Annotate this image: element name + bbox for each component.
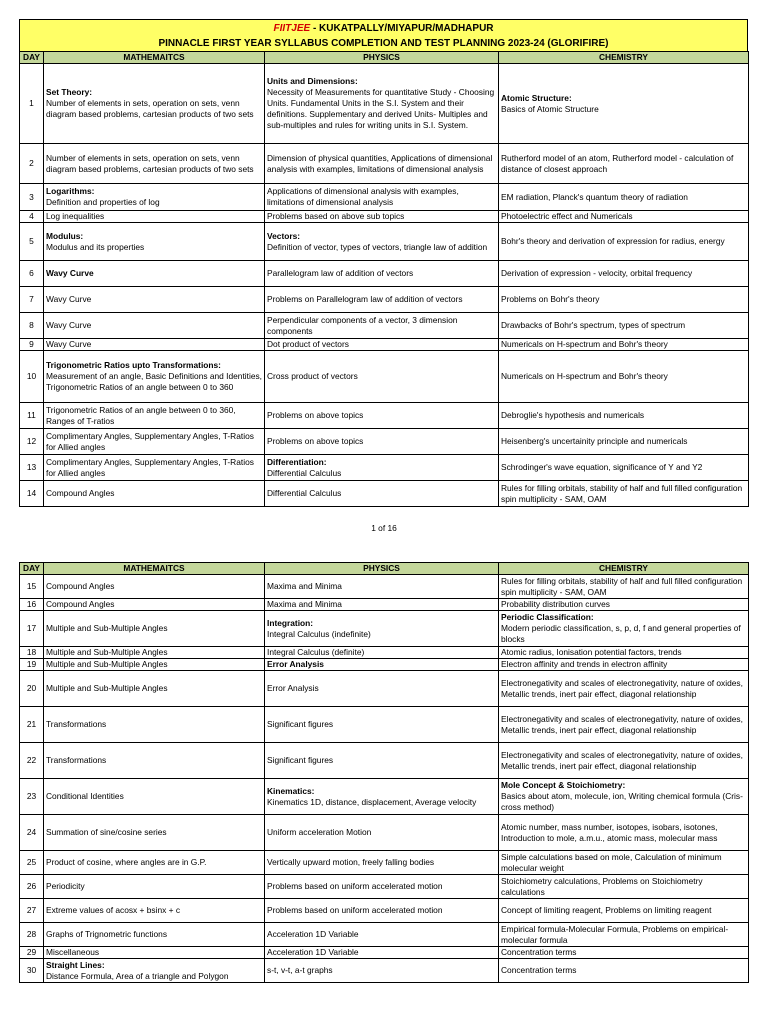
mathematics-cell [44, 743, 265, 779]
day-cell: 10 [20, 351, 44, 403]
topic-text: Simple calculations based on mole, Calculation of minimum molecular weight [501, 851, 722, 873]
topic-text: Integral Calculus (definite) [267, 647, 365, 657]
day-cell: 5 [20, 223, 44, 261]
topic-text: Debroglie's hypothesis and numericals [501, 410, 645, 420]
topic-heading: Integration: [267, 617, 314, 628]
day-cell: 26 [20, 875, 44, 899]
topic-text: Miscellaneous [46, 947, 100, 957]
document-page-1 [19, 19, 748, 507]
brand-logo: FIITJEE [273, 23, 311, 34]
topic-text: Significant figures [267, 755, 334, 765]
topic-heading: Units and Dimensions: [267, 76, 358, 86]
topic-text: Rutherford model of an atom, Rutherford model - calculation of distance of closest approach [501, 152, 734, 174]
header-title: PINNACLE FIRST YEAR SYLLABUS COMPLETION AND TEST PLANNING 2023-24 (GLORIFIRE) [158, 38, 609, 49]
topic-heading: Set Theory: [46, 87, 93, 97]
document-page-2 [19, 562, 748, 983]
topic-text: Uniform acceleration Motion [267, 827, 372, 837]
chemistry-cell [499, 351, 749, 403]
table-row [20, 339, 749, 351]
mathematics-cell [44, 429, 265, 455]
table-row [20, 959, 749, 983]
topic-text: Parallelogram law of addition of vectors [267, 268, 414, 278]
topic-text: Error Analysis [267, 683, 319, 693]
topic-text: Bohr's theory and derivation of expression for radius, energy [501, 236, 725, 246]
topic-text: Distance Formula, Area of a triangle and Polygon [46, 970, 229, 981]
chemistry-cell [499, 599, 749, 611]
topic-text: Integral Calculus (indefinite) [267, 628, 371, 639]
mathematics-cell [44, 144, 265, 184]
day-cell: 16 [20, 599, 44, 611]
physics-cell [265, 455, 499, 481]
col-header-mathematics: MATHEMAITCS [44, 52, 265, 64]
mathematics-cell [44, 351, 265, 403]
physics-cell [265, 851, 499, 875]
table-row [20, 923, 749, 947]
physics-cell [265, 313, 499, 339]
topic-text: Modern periodic classification, s, p, d, f and general properties of blocks [501, 623, 741, 644]
page-number: 1 of 16 [371, 523, 397, 533]
topic-text: Multiple and Sub-Multiple Angles [46, 683, 168, 693]
table-body-1 [20, 64, 749, 507]
chemistry-cell [499, 261, 749, 287]
day-cell: 13 [20, 455, 44, 481]
topic-heading: Wavy Curve [46, 268, 94, 278]
table-row [20, 403, 749, 429]
table-row [20, 64, 749, 144]
day-cell: 29 [20, 947, 44, 959]
topic-text: Derivation of expression - velocity, orbital frequency [501, 268, 693, 278]
physics-cell [265, 599, 499, 611]
topic-text: Numericals on H-spectrum and Bohr's theory [501, 339, 668, 349]
physics-cell [265, 403, 499, 429]
col-header-day: DAY [20, 563, 44, 575]
table-row [20, 779, 749, 815]
table-body-2 [20, 575, 749, 983]
topic-text: Problems on above topics [267, 410, 364, 420]
header-location: - KUKATPALLY/MIYAPUR/MADHAPUR [310, 23, 494, 34]
day-cell: 11 [20, 403, 44, 429]
mathematics-cell [44, 671, 265, 707]
table-row [20, 351, 749, 403]
physics-cell [265, 184, 499, 211]
topic-text: Kinematics 1D, distance, displacement, Average velocity [267, 796, 477, 807]
topic-text: Acceleration 1D Variable [267, 947, 359, 957]
topic-text: Product of cosine, where angles are in G.P. [46, 857, 207, 867]
chemistry-cell [499, 923, 749, 947]
topic-text: Problems on Parallelogram law of addition of vectors [267, 294, 463, 304]
topic-text: Periodicity [46, 881, 85, 891]
chemistry-cell [499, 455, 749, 481]
mathematics-cell [44, 261, 265, 287]
topic-text: s-t, v-t, a-t graphs [267, 965, 333, 975]
mathematics-cell [44, 313, 265, 339]
topic-text: Cross product of vectors [267, 371, 358, 381]
table-row [20, 261, 749, 287]
col-header-physics: PHYSICS [265, 563, 499, 575]
topic-text: Multiple and Sub-Multiple Angles [46, 647, 168, 657]
physics-cell [265, 64, 499, 144]
mathematics-cell [44, 923, 265, 947]
chemistry-cell [499, 815, 749, 851]
chemistry-cell [499, 611, 749, 647]
mathematics-cell [44, 851, 265, 875]
chemistry-cell [499, 875, 749, 899]
chemistry-cell [499, 707, 749, 743]
table-row [20, 144, 749, 184]
physics-cell [265, 339, 499, 351]
day-cell: 23 [20, 779, 44, 815]
table-row [20, 211, 749, 223]
physics-cell [265, 261, 499, 287]
table-row [20, 184, 749, 211]
chemistry-cell [499, 144, 749, 184]
topic-text: Electronegativity and scales of electronegativity, nature of oxides, Metallic trends, inert pair effect, diagonal relationship [501, 749, 743, 771]
day-cell: 22 [20, 743, 44, 779]
syllabus-table-1 [19, 51, 749, 507]
chemistry-cell [499, 959, 749, 983]
physics-cell [265, 223, 499, 261]
topic-text: Trigonometric Ratios of an angle between 0 to 360, Ranges of T-ratios [46, 404, 236, 426]
mathematics-cell [44, 659, 265, 671]
topic-text: Electronegativity and scales of electronegativity, nature of oxides, Metallic trends, inert pair effect, diagonal relationship [501, 677, 743, 699]
mathematics-cell [44, 707, 265, 743]
day-cell: 25 [20, 851, 44, 875]
topic-text: Number of elements in sets, operation on sets, venn diagram based problems, cartesian products of two sets [46, 98, 254, 119]
day-cell: 1 [20, 64, 44, 144]
mathematics-cell [44, 599, 265, 611]
table-row [20, 575, 749, 599]
table-row [20, 875, 749, 899]
day-cell: 14 [20, 481, 44, 507]
chemistry-cell [499, 481, 749, 507]
physics-cell [265, 899, 499, 923]
physics-cell [265, 211, 499, 223]
physics-cell [265, 647, 499, 659]
topic-text: Necessity of Measurements for quantitative Study - Choosing Units. Fundamental Units in the S.I. System and their definitions. Supplementary and derived Units- Multiples and sub-multiples and rules for writing units in S.I. System. [267, 87, 495, 130]
chemistry-cell [499, 575, 749, 599]
day-cell: 27 [20, 899, 44, 923]
topic-text: Log inequalities [46, 211, 105, 221]
table-row [20, 223, 749, 261]
topic-text: Differential Calculus [267, 467, 342, 478]
day-cell: 4 [20, 211, 44, 223]
table-row [20, 947, 749, 959]
day-cell: 18 [20, 647, 44, 659]
topic-heading: Kinematics: [267, 785, 315, 796]
physics-cell [265, 779, 499, 815]
table-row [20, 599, 749, 611]
topic-heading: Error Analysis [267, 659, 324, 669]
chemistry-cell [499, 779, 749, 815]
topic-text: Transformations [46, 719, 107, 729]
mathematics-cell [44, 223, 265, 261]
header-line-1 [20, 21, 747, 36]
day-cell: 7 [20, 287, 44, 313]
topic-text: Applications of dimensional analysis with examples, limitations of dimensional analysis [267, 186, 459, 207]
topic-text: Rules for filling orbitals, stability of half and full filled configuration spin multiplicity - SAM, OAM [501, 482, 743, 504]
topic-text: Transformations [46, 755, 107, 765]
mathematics-cell [44, 403, 265, 429]
day-cell: 19 [20, 659, 44, 671]
document-header [19, 19, 748, 51]
physics-cell [265, 671, 499, 707]
chemistry-cell [499, 659, 749, 671]
topic-text: Concentration terms [501, 947, 577, 957]
topic-heading: Vectors: [267, 230, 301, 241]
topic-text: Conditional Identities [46, 791, 124, 801]
physics-cell [265, 707, 499, 743]
col-header-chemistry: CHEMISTRY [499, 52, 749, 64]
mathematics-cell [44, 455, 265, 481]
topic-text: Modulus and its properties [46, 241, 145, 252]
topic-text: Concentration terms [501, 965, 577, 975]
col-header-chemistry: CHEMISTRY [499, 563, 749, 575]
col-header-mathematics: MATHEMAITCS [44, 563, 265, 575]
day-cell: 3 [20, 184, 44, 211]
table-row [20, 659, 749, 671]
day-cell: 8 [20, 313, 44, 339]
table-row [20, 481, 749, 507]
chemistry-cell [499, 851, 749, 875]
topic-text: Summation of sine/cosine series [46, 827, 167, 837]
topic-text: Problems on Bohr's theory [501, 294, 600, 304]
topic-text: Wavy Curve [46, 320, 92, 330]
topic-text: Complimentary Angles, Supplementary Angles, T-Ratios for Allied angles [46, 456, 254, 478]
topic-text: Multiple and Sub-Multiple Angles [46, 659, 168, 669]
topic-text: Problems based on above sub topics [267, 211, 405, 221]
topic-text: Electron affinity and trends in electron affinity [501, 659, 668, 669]
topic-text: Drawbacks of Bohr's spectrum, types of spectrum [501, 320, 686, 330]
physics-cell [265, 659, 499, 671]
physics-cell [265, 287, 499, 313]
topic-text: Differential Calculus [267, 488, 342, 498]
chemistry-cell [499, 647, 749, 659]
topic-text: Atomic radius, Ionisation potential factors, trends [501, 647, 682, 657]
table-row [20, 815, 749, 851]
chemistry-cell [499, 64, 749, 144]
day-cell: 12 [20, 429, 44, 455]
topic-text: Number of elements in sets, operation on sets, venn diagram based problems, cartesian products of two sets [46, 152, 254, 174]
physics-cell [265, 875, 499, 899]
chemistry-cell [499, 671, 749, 707]
topic-text: Concept of limiting reagent, Problems on limiting reagent [501, 905, 712, 915]
col-header-physics: PHYSICS [265, 52, 499, 64]
topic-text: Wavy Curve [46, 339, 92, 349]
day-cell: 28 [20, 923, 44, 947]
topic-text: Dot product of vectors [267, 339, 349, 349]
mathematics-cell [44, 481, 265, 507]
topic-heading: Straight Lines: [46, 959, 105, 970]
chemistry-cell [499, 313, 749, 339]
topic-text: Measurement of an angle, Basic Definitions and Identities, Trigonometric Ratios of an angle between 0 to 360 [46, 371, 263, 392]
topic-text: Definition of vector, types of vectors, triangle law of addition [267, 241, 488, 252]
topic-heading: Mole Concept & Stoichiometry: [501, 780, 626, 790]
physics-cell [265, 611, 499, 647]
topic-text: Empirical formula-Molecular Formula, Problems on empirical- molecular formula [501, 923, 729, 945]
table-row [20, 743, 749, 779]
table-header-row [20, 563, 749, 575]
topic-text: Rules for filling orbitals, stability of half and full filled configuration spin multiplicity - SAM, OAM [501, 575, 743, 597]
table-row [20, 647, 749, 659]
mathematics-cell [44, 339, 265, 351]
chemistry-cell [499, 429, 749, 455]
topic-heading: Logarithms: [46, 186, 95, 196]
mathematics-cell [44, 184, 265, 211]
topic-text: Perpendicular components of a vector, 3 dimension components [267, 314, 458, 336]
day-cell: 30 [20, 959, 44, 983]
day-cell: 6 [20, 261, 44, 287]
chemistry-cell [499, 947, 749, 959]
mathematics-cell [44, 815, 265, 851]
physics-cell [265, 481, 499, 507]
topic-text: Acceleration 1D Variable [267, 929, 359, 939]
chemistry-cell [499, 339, 749, 351]
topic-text: Electronegativity and scales of electronegativity, nature of oxides, Metallic trends, inert pair effect, diagonal relationship [501, 713, 743, 735]
physics-cell [265, 575, 499, 599]
physics-cell [265, 351, 499, 403]
chemistry-cell [499, 211, 749, 223]
topic-text: Heisenberg's uncertainity principle and numericals [501, 436, 688, 446]
table-row [20, 313, 749, 339]
topic-text: Maxima and Minima [267, 599, 342, 609]
day-cell: 15 [20, 575, 44, 599]
mathematics-cell [44, 211, 265, 223]
topic-text: Compound Angles [46, 581, 115, 591]
topic-text: Wavy Curve [46, 294, 92, 304]
chemistry-cell [499, 899, 749, 923]
table-row [20, 287, 749, 313]
physics-cell [265, 947, 499, 959]
physics-cell [265, 923, 499, 947]
physics-cell [265, 743, 499, 779]
topic-text: Problems based on uniform accelerated motion [267, 881, 443, 891]
topic-text: Extreme values of acosx + bsinx + c [46, 905, 181, 915]
chemistry-cell [499, 223, 749, 261]
physics-cell [265, 144, 499, 184]
physics-cell [265, 959, 499, 983]
topic-text: Probability distribution curves [501, 599, 610, 609]
topic-text: Stoichiometry calculations, Problems on Stoichiometry calculations [501, 875, 703, 897]
day-cell: 20 [20, 671, 44, 707]
chemistry-cell [499, 184, 749, 211]
mathematics-cell [44, 64, 265, 144]
mathematics-cell [44, 575, 265, 599]
topic-text: Complimentary Angles, Supplementary Angles, T-Ratios for Allied angles [46, 430, 254, 452]
topic-text: Basics of Atomic Structure [501, 103, 599, 114]
mathematics-cell [44, 959, 265, 983]
table-row [20, 611, 749, 647]
physics-cell [265, 815, 499, 851]
topic-text: Definition and properties of log [46, 197, 160, 207]
topic-text: Compound Angles [46, 488, 115, 498]
mathematics-cell [44, 647, 265, 659]
topic-text: Graphs of Trignometric functions [46, 929, 168, 939]
chemistry-cell [499, 287, 749, 313]
topic-heading: Periodic Classification: [501, 612, 594, 622]
table-row [20, 851, 749, 875]
topic-text: Problems based on uniform accelerated motion [267, 905, 443, 915]
table-row [20, 671, 749, 707]
topic-text: Compound Angles [46, 599, 115, 609]
chemistry-cell [499, 743, 749, 779]
topic-text: Maxima and Minima [267, 581, 342, 591]
topic-text: Photoelectric effect and Numericals [501, 211, 633, 221]
topic-heading: Trigonometric Ratios upto Transformations: [46, 360, 221, 370]
topic-text: Significant figures [267, 719, 334, 729]
table-header-row [20, 52, 749, 64]
topic-text: Numericals on H-spectrum and Bohr's theory [501, 371, 668, 381]
col-header-day: DAY [20, 52, 44, 64]
table-row [20, 899, 749, 923]
topic-text: Dimension of physical quantities, Applications of dimensional analysis with examples, limitations of dimensional analysis [267, 152, 493, 174]
table-row [20, 455, 749, 481]
mathematics-cell [44, 947, 265, 959]
mathematics-cell [44, 611, 265, 647]
topic-text: Atomic number, mass number, isotopes, isobars, isotones, Introduction to mole, a.m.u., atomic mass, molecular mass [501, 821, 718, 843]
syllabus-table-2 [19, 562, 749, 983]
chemistry-cell [499, 403, 749, 429]
day-cell: 24 [20, 815, 44, 851]
day-cell: 9 [20, 339, 44, 351]
mathematics-cell [44, 899, 265, 923]
table-row [20, 707, 749, 743]
table-row [20, 429, 749, 455]
topic-heading: Atomic Structure: [501, 92, 572, 103]
topic-text: Basics about atom, molecule, ion, Writing chemical formula (Cris-cross method) [501, 791, 743, 812]
mathematics-cell [44, 779, 265, 815]
topic-heading: Differentiation: [267, 456, 327, 467]
topic-heading: Modulus: [46, 230, 84, 241]
topic-text: EM radiation, Planck's quantum theory of radiation [501, 191, 688, 202]
mathematics-cell [44, 875, 265, 899]
day-cell: 2 [20, 144, 44, 184]
topic-text: Schrodinger's wave equation, significance of Y and Y2 [501, 462, 703, 472]
mathematics-cell [44, 287, 265, 313]
topic-text: Vertically upward motion, freely falling bodies [267, 857, 435, 867]
topic-text: Problems on above topics [267, 436, 364, 446]
topic-text: Multiple and Sub-Multiple Angles [46, 623, 168, 633]
physics-cell [265, 429, 499, 455]
day-cell: 21 [20, 707, 44, 743]
day-cell: 17 [20, 611, 44, 647]
